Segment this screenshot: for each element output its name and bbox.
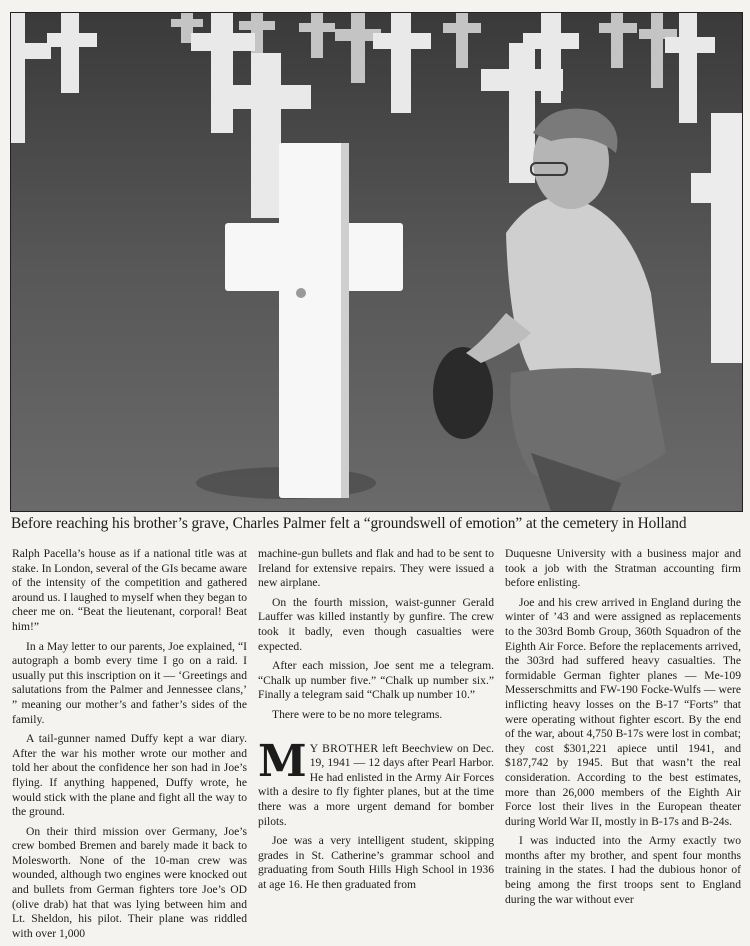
lead-paragraph-text: left Beechview on Dec. 19, 1941 — 12 days after Pearl Harbor. He had enlisted in the Army Air Forces with a desire to fly fighter planes, but at the time there was a more urgent demand for bomber pilots. <box>258 741 494 828</box>
article-paragraph: Duquesne University with a business major and took a job with the Stratman accounting firm before enlisting. <box>505 547 741 590</box>
cemetery-photo-drawing <box>11 13 742 511</box>
article-paragraph: Joe and his crew arrived in England during the winter of ’43 and were assigned as replacements to the 303rd Bomb Group, 360th Squadron of the Eighth Air Force. Before the replacements arrived, the 303rd had suffered heavy casualties. The formidable German fighter planes — Me-109 Messerschmitts and FW-190 Focke-Wulfs — were inflicting heavy losses on the B-17 “Forts” that were operating without fighter escort. By the end of the war, about 4,750 B-17s were lost in combat; they cost $301,221 apiece until 1941, and $187,742 by 1945. But that wasn’t the real consideration. According to the best estimates, more than 26,000 members of the Eighth Air Force lost their lives in the European theater during World War II, mostly in B-17s and B-24s. <box>505 595 741 828</box>
article-paragraph: There were to be no more telegrams. <box>272 707 443 721</box>
article-paragraph: In a May letter to our parents, Joe explained, “I autograph a bomb every time I go on a raid. I usually put this inscription on it — ‘Greetings and salutations from the Palmer and Jennessee clans,’ ” meaning our mother’s and father’s sides of the family. <box>12 639 247 726</box>
lead-in-words: Y BROTHER <box>309 741 379 755</box>
section-opening-paragraph <box>258 735 494 830</box>
article-column-3 <box>505 547 741 912</box>
article-column-1 <box>12 547 247 946</box>
article-column-2 <box>258 547 494 897</box>
article-paragraph: On the fourth mission, waist-gunner Gerald Lauffer was killed instantly by gunfire. The crew took it badly, even though casualties were expected. <box>258 595 494 653</box>
article-paragraph: I was inducted into the Army exactly two months after my brother, and spent four months training in the states. I had the dubious honor of being among the first troops sent to England during the war without ever <box>505 834 741 906</box>
article-paragraph: After each mission, Joe sent me a telegram. “Chalk up number five.” “Chalk up number six.” Finally a telegram said “Chalk up number 10.” <box>258 659 494 702</box>
article-paragraph: A tail-gunner named Duffy kept a war diary. After the war his mother wrote our mother and told her about the confidence her son had in Joe’s flying. If anything happened, Duffy wrote, he would stick with the plane and fight all the way to the ground. <box>12 732 247 819</box>
cemetery-photo <box>10 12 743 512</box>
article-paragraph: Joe was a very intelligent student, skipping grades in St. Catherine’s grammar school and graduating from South Hills High School in 1936 at age 16. He then graduated from <box>258 834 494 891</box>
article-paragraph: On their third mission over Germany, Joe’s crew bombed Bremen and barely made it back to Molesworth. None of the 10-man crew was wounded, although two engines were knocked out and bullets from German fighters tore Joe’s OD (olive drab) hat that was lying between him and Lt. Sheldon, his pilot. Their plane was riddled with over 1,000 <box>12 824 247 940</box>
article-paragraph: machine-gun bullets and flak and had to be sent to Ireland for extensive repairs. They were issued a new airplane. <box>258 547 494 590</box>
drop-cap: M <box>258 735 307 787</box>
article-paragraph: Ralph Pacella’s house as if a national title was at stake. In London, several of the GIs became aware of the intensity of the competition and gathered around us. I laughed to myself when they began to cheer me on. “Beat the lieutenant, corporal! Beat him!” <box>12 547 247 633</box>
photo-caption: Before reaching his brother’s grave, Charles Palmer felt a “groundswell of emotion” at the cemetery in Holland <box>11 515 687 532</box>
